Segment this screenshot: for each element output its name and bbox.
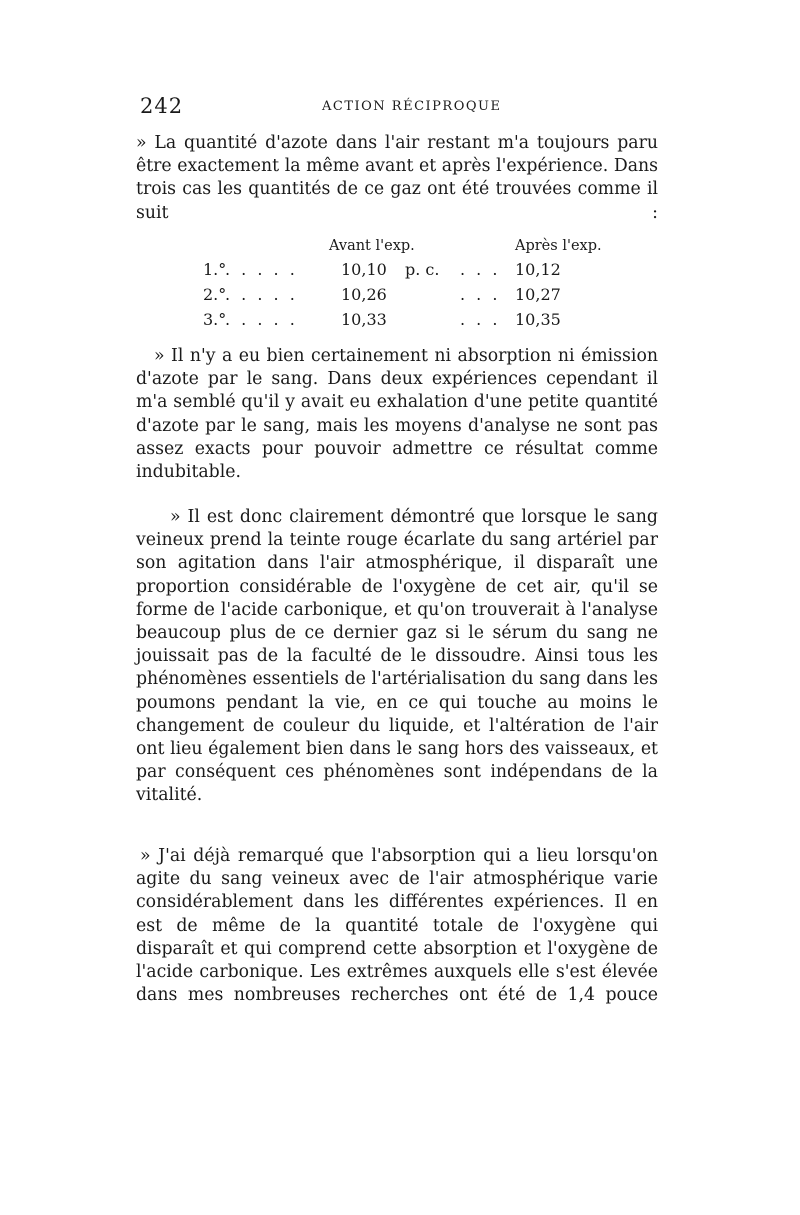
leader-dots: . . . . . bbox=[225, 310, 298, 329]
page-header bbox=[140, 94, 660, 124]
value-before: 10,10 bbox=[341, 260, 387, 279]
leader-dots: . . . bbox=[460, 260, 501, 279]
row-number: 3.° bbox=[203, 310, 227, 329]
value-before: 10,33 bbox=[341, 310, 387, 329]
table-row bbox=[195, 285, 615, 310]
table-row bbox=[195, 310, 615, 335]
leader-dots: . . . . . bbox=[225, 285, 298, 304]
leader-dots: . . . bbox=[460, 310, 501, 329]
running-title: ACTION RÉCIPROQUE bbox=[322, 99, 502, 114]
value-after: 10,35 bbox=[515, 310, 561, 329]
paragraph-arterialisation: » Il est donc clairement démontré que lorsque le sang veineux prend la teinte rouge écarlate du sang artériel par son agitation dans l'air atmosphérique, il disparaît une proportion considérable de l'oxygène de cet air, qu'il se forme de l'acide carbonique, et qu'on trouverait à l'analyse beaucoup plus de ce dernier gaz si le sérum du sang ne jouissait pas de la faculté de le dissoudre. Ainsi tous les phénomènes essentiels de l'artérialisation du sang dans les poumons pendant la vie, en ce qui touche au moins le changement de couleur du liquide, et l'altération de l'air ont lieu également bien dans le sang hors des vaisseaux, et par conséquent ces phénomènes sont indépendans de la vitalité. bbox=[136, 507, 658, 806]
value-after: 10,27 bbox=[515, 285, 561, 304]
table-header bbox=[195, 238, 615, 260]
nitrogen-table bbox=[195, 238, 615, 335]
column-header-after: Après l'exp. bbox=[515, 238, 602, 254]
leader-dots: . . . . . bbox=[225, 260, 298, 279]
paragraph-nitrogen-quantity: » La quantité d'azote dans l'air restant m'a toujours paru être exactement la même avant et après l'expérience. Dans trois cas les quantités de ce gaz ont été trouvées comme il suit : bbox=[136, 133, 658, 223]
unit-label: p. c. bbox=[405, 260, 440, 279]
column-header-before: Avant l'exp. bbox=[329, 238, 415, 254]
table-row bbox=[195, 260, 615, 285]
paragraph-no-absorption: » Il n'y a eu bien certainement ni absorption ni émission d'azote par le sang. Dans deux expériences cependant il m'a semblé qu'il y avait eu exhalation d'une petite quantité d'azote par le sang, mais les moyens d'analyse ne sont pas assez exacts pour pouvoir admettre ce résultat comme indubitable. bbox=[136, 346, 658, 483]
value-after: 10,12 bbox=[515, 260, 561, 279]
page-number: 242 bbox=[140, 94, 184, 118]
leader-dots: . . . bbox=[460, 285, 501, 304]
row-number: 2.° bbox=[203, 285, 227, 304]
value-before: 10,26 bbox=[341, 285, 387, 304]
paragraph-absorption-variation: » J'ai déjà remarqué que l'absorption qui a lieu lorsqu'on agite du sang veineux avec de l'air atmosphérique varie considérablement dans les différentes expériences. Il en est de même de la quantité totale de l'oxygène qui disparaît et qui comprend cette absorption et l'oxygène de l'acide carbonique. Les extrêmes auxquels elle s'est élevée dans mes nombreuses recherches ont été de 1,4 pouce bbox=[136, 846, 658, 1006]
row-number: 1.° bbox=[203, 260, 227, 279]
